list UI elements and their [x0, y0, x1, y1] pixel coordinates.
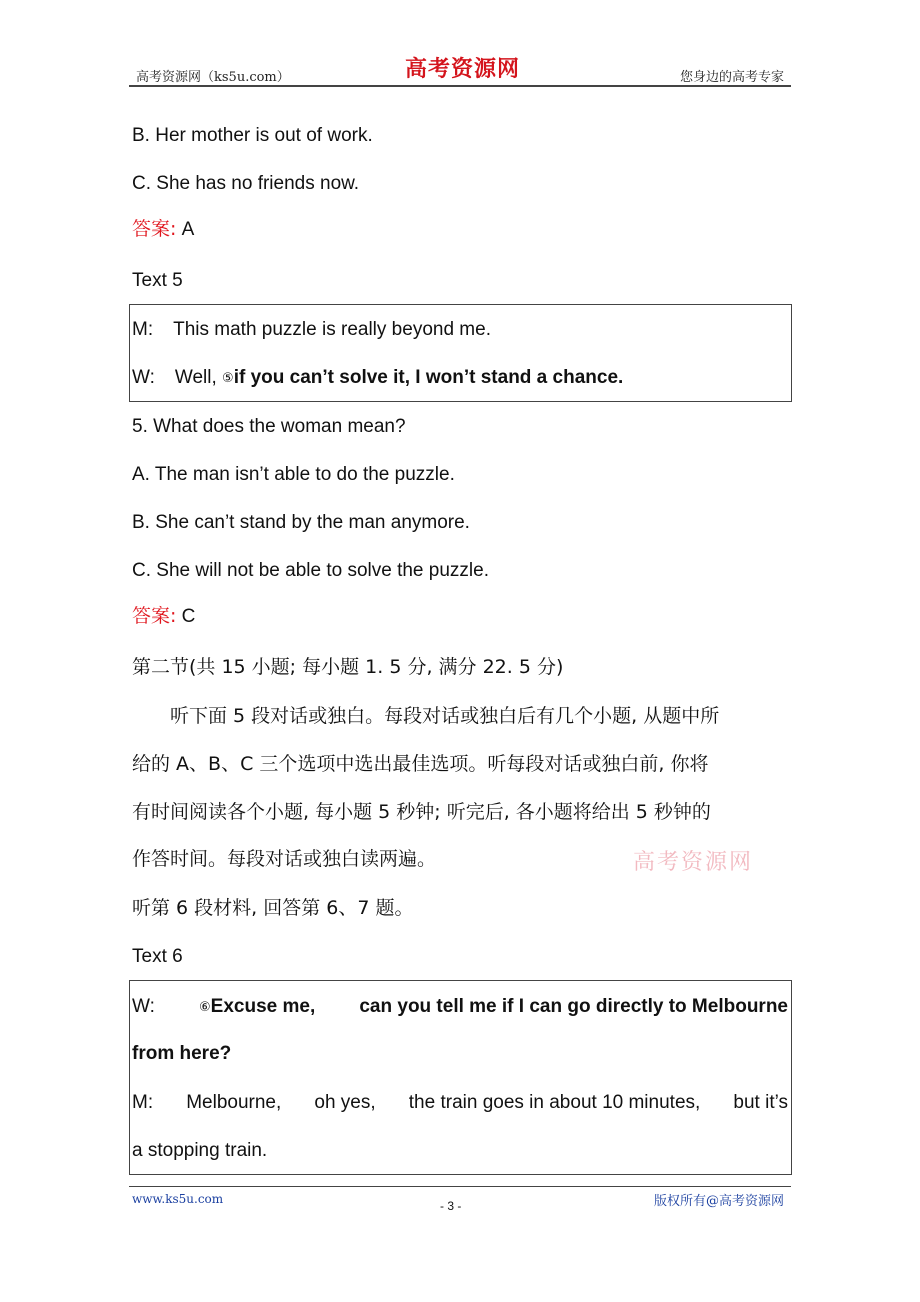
speaker: W: [132, 367, 155, 388]
q5-option-b: B. She can’t stand by the man anymore. [132, 512, 470, 533]
site-logo: 高考资源网 [405, 56, 521, 82]
section-2-heading: 第二节(共 15 小题; 每小题 1. 5 分, 满分 22. 5 分) [132, 656, 564, 678]
text6-w-line-1 [132, 995, 788, 1019]
watermark: 高考资源网 [633, 850, 754, 875]
question-5: 5. What does the woman mean? [132, 416, 406, 437]
utterance: Excuse me, [210, 996, 316, 1017]
marker-5: ⑤ [222, 370, 234, 385]
answer-value: A [176, 219, 195, 240]
utterance: This math puzzle is really beyond me. [173, 319, 491, 340]
instructions-line-2: 给的 A、B、C 三个选项中选出最佳选项。听每段对话或独白前, 你将 [132, 753, 709, 775]
utterance: can you tell me if I can go directly to Melbourne [359, 996, 788, 1017]
text5-m-line [132, 318, 491, 342]
utterance: Melbourne, [186, 1092, 282, 1113]
text5-title: Text 5 [132, 270, 183, 291]
text5-w-line [132, 366, 623, 390]
answer-5-line [132, 604, 195, 629]
instructions-line-1: 听下面 5 段对话或独白。每段对话或独白后有几个小题, 从题中所 [170, 705, 720, 727]
utterance: oh yes, [314, 1092, 376, 1113]
speaker: M: [132, 1092, 154, 1113]
answer-label: 答案: [132, 218, 177, 240]
instructions-line-4: 作答时间。每段对话或独白读两遍。 [132, 848, 437, 870]
option-b: B. Her mother is out of work. [132, 125, 373, 146]
footer-copyright: 版权所有@高考资源网 [653, 1194, 784, 1209]
option-c: C. She has no friends now. [132, 173, 360, 194]
footer-link[interactable]: www.ks5u.com [132, 1192, 224, 1206]
header-site-name: 高考资源网（ks5u.com） [136, 70, 290, 85]
instructions-line-3: 有时间阅读各个小题, 每小题 5 秒钟; 听完后, 各小题将给出 5 秒钟的 [132, 801, 711, 823]
speaker: W: [132, 996, 155, 1017]
utterance: the train goes in about 10 minutes, [408, 1092, 701, 1113]
header-slogan: 您身边的高考专家 [679, 70, 784, 85]
marker-6: ⑥ [199, 999, 211, 1014]
utterance: Well, [174, 367, 217, 388]
speaker: M: [132, 319, 154, 340]
q5-option-c: C. She will not be able to solve the puzzle. [132, 560, 489, 581]
answer-value: C [176, 606, 196, 627]
text6-m-line-1 [132, 1091, 788, 1115]
text6-m-line-2: a stopping train. [132, 1140, 268, 1161]
text6-title: Text 6 [132, 946, 183, 967]
page-number: - 3 - [440, 1199, 462, 1213]
listen-text-6: 听第 6 段材料, 回答第 6、7 题。 [132, 897, 414, 919]
answer-label: 答案: [132, 605, 177, 627]
q5-option-a: A. The man isn’t able to do the puzzle. [132, 464, 455, 485]
text6-w-line-2: from here? [132, 1043, 232, 1064]
footer-rule [129, 1186, 791, 1187]
key-sentence: if you can’t solve it, I won’t stand a chance. [233, 367, 624, 388]
utterance: but it’s [733, 1092, 788, 1113]
answer-line [132, 217, 194, 242]
header-rule [129, 85, 791, 87]
